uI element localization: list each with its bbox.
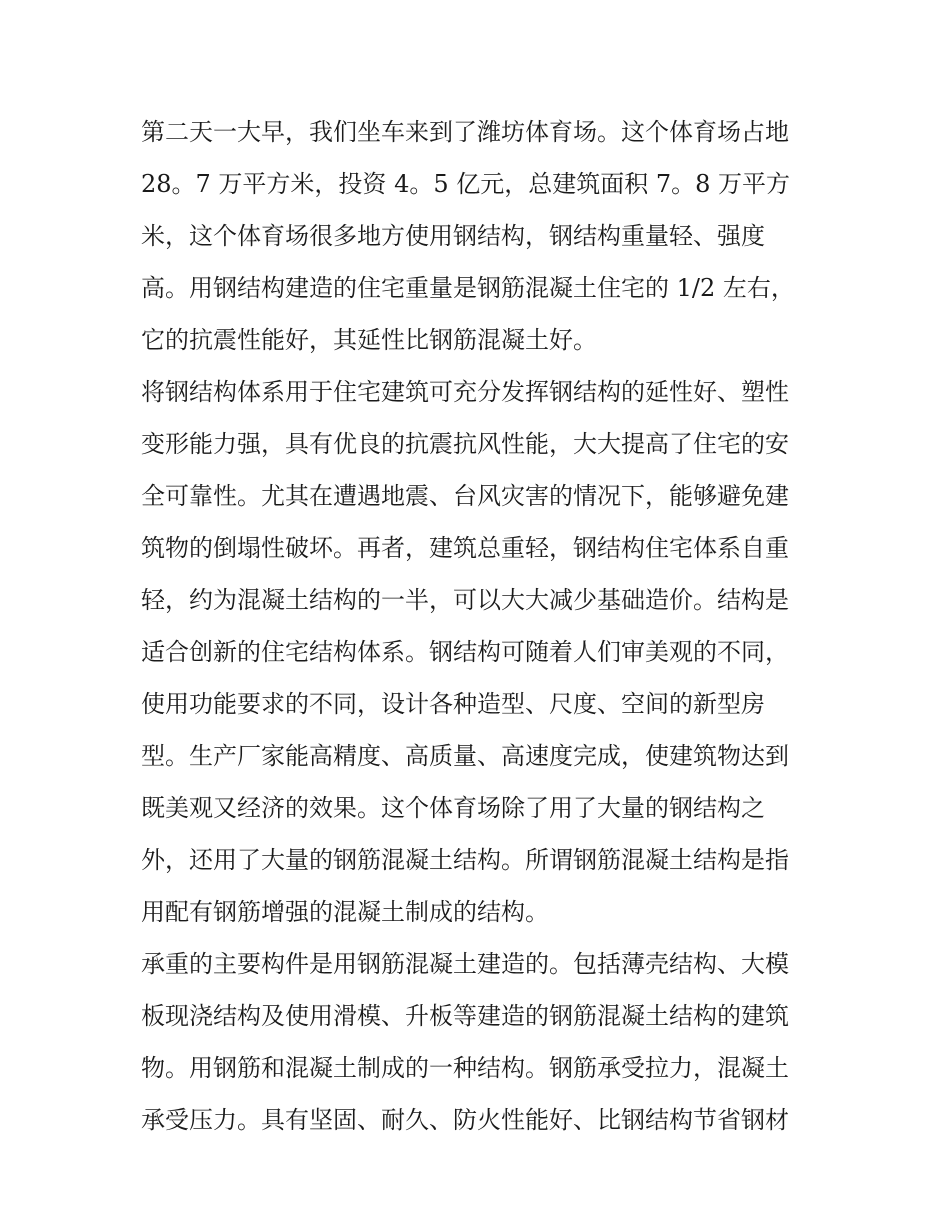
text-line: 全可靠性。尤其在遭遇地震、台风灾害的情况下，能够避免建: [141, 482, 789, 510]
text-line: 承受压力。具有坚固、耐久、防火性能好、比钢结构节省钢材: [141, 1106, 789, 1134]
text-line: 适合创新的住宅结构体系。钢结构可随着人们审美观的不同，: [141, 638, 789, 666]
text-line: 用配有钢筋增强的混凝土制成的结构。: [141, 898, 549, 926]
text-line: 高。用钢结构建造的住宅重量是钢筋混凝土住宅的 1/2 左右，: [141, 274, 795, 302]
text-line: 使用功能要求的不同，设计各种造型、尺度、空间的新型房: [141, 690, 765, 718]
text-line: 米，这个体育场很多地方使用钢结构，钢结构重量轻、强度: [141, 222, 765, 250]
text-line: 外，还用了大量的钢筋混凝土结构。所谓钢筋混凝土结构是指: [141, 846, 789, 874]
text-line: 型。生产厂家能高精度、高质量、高速度完成，使建筑物达到: [141, 742, 789, 770]
text-line: 变形能力强，具有优良的抗震抗风性能，大大提高了住宅的安: [141, 430, 789, 458]
text-line: 轻，约为混凝土结构的一半，可以大大减少基础造价。结构是: [141, 586, 789, 614]
text-line: 板现浇结构及使用滑模、升板等建造的钢筋混凝土结构的建筑: [141, 1002, 789, 1030]
text-line: 它的抗震性能好，其延性比钢筋混凝土好。: [141, 326, 597, 354]
document-body: [141, 106, 821, 1146]
text-line: 承重的主要构件是用钢筋混凝土建造的。包括薄壳结构、大模: [141, 950, 789, 978]
text-line: 第二天一大早，我们坐车来到了潍坊体育场。这个体育场占地: [141, 118, 789, 146]
text-line: 既美观又经济的效果。这个体育场除了用了大量的钢结构之: [141, 794, 765, 822]
text-line: 筑物的倒塌性破坏。再者，建筑总重轻，钢结构住宅体系自重: [141, 534, 789, 562]
text-line: 将钢结构体系用于住宅建筑可充分发挥钢结构的延性好、塑性: [141, 378, 789, 406]
text-line: 物。用钢筋和混凝土制成的一种结构。钢筋承受拉力，混凝土: [141, 1054, 789, 1082]
text-line: 28。7 万平方米，投资 4。5 亿元，总建筑面积 7。8 万平方: [141, 170, 791, 198]
